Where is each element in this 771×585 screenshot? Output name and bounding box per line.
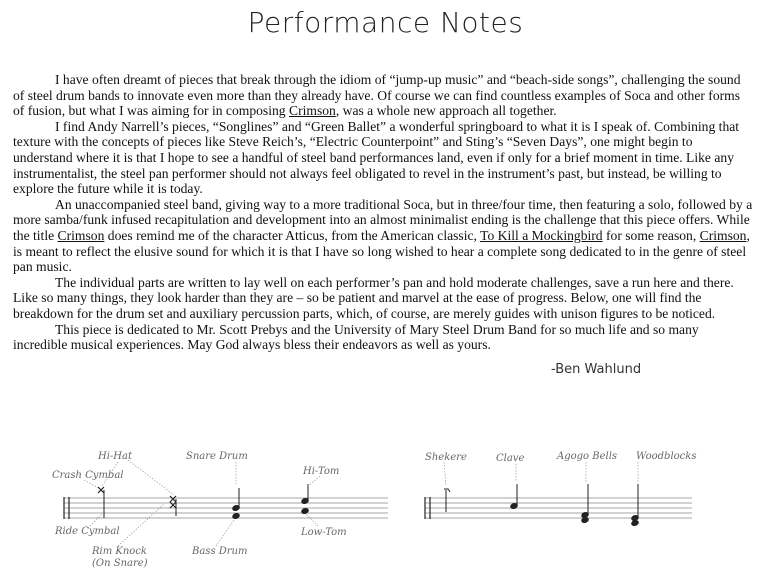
page-title: Performance Notes bbox=[247, 6, 524, 39]
aux-notes bbox=[444, 484, 639, 526]
paragraph-text: An unaccompanied steel band, giving way to a more traditional Soca, but in three/four time, then featuring a solo, followed by a more samba/funk infused recapitulation and development into an almost minimalist ending is the challenge that this piece offers. While the title bbox=[13, 196, 753, 243]
label-low-tom: Low-Tom bbox=[301, 527, 347, 538]
label-woodblocks: Woodblocks bbox=[636, 451, 697, 462]
underlined-title: Crimson bbox=[699, 227, 747, 243]
underlined-title: Crimson bbox=[289, 103, 336, 119]
underlined-title: To Kill a Mockingbird bbox=[480, 227, 603, 243]
percussion-key-notation bbox=[0, 440, 771, 585]
paragraph-text: This piece is dedicated to Mr. Scott Prebys and the University of Mary Steel Drum Band for so much life and so many incredible musical experiences. May God always bless their endeavors as well as yours. bbox=[13, 321, 699, 353]
drumset-staff bbox=[64, 497, 388, 519]
paragraph-text: does remind me of the character Atticus, from the American classic, bbox=[104, 227, 481, 243]
label-rim-knock: Rim Knock bbox=[92, 546, 147, 557]
performance-notes-body bbox=[13, 72, 753, 353]
label-hi-tom: Hi-Tom bbox=[303, 466, 340, 477]
paragraph-text: I find Andy Narrell’s pieces, “Songlines” and “Green Ballet” a wonderful springboard to what it is I speak of. Combining that texture with the concepts of pieces like Steve Reich’s, “Electric Counterpoint” and Sting’s “Seven Days”, one might begin to understand where it is that I hope to see a handful of steel band performances land, even if only for a brief moment in time. Like any instrumentalist, the steel pan performer should not always feel obligated to revel in the instrument’s past, but instead, be willing to explore the future while it is today. bbox=[13, 118, 740, 197]
paragraph-1 bbox=[13, 72, 753, 119]
paragraph-5 bbox=[13, 322, 753, 353]
label-ride-cymbal: Ride Cymbal bbox=[55, 526, 120, 537]
label-agogo-bells: Agogo Bells bbox=[557, 451, 618, 462]
paragraph-2 bbox=[13, 119, 753, 197]
paragraph-text: I have often dreamt of pieces that break through the idiom of “jump-up music” and “beach-side songs”, challenging the sound of steel drum bands to innovate even more than they already have. Of course we can find countless examples of Soca and other forms of fusion, but what I was aiming for in composing bbox=[13, 72, 741, 119]
label-clave: Clave bbox=[496, 453, 525, 464]
paragraph-3 bbox=[13, 197, 753, 275]
label-crash-cymbal: Crash Cymbal bbox=[52, 470, 124, 481]
paragraph-text: The individual parts are written to lay well on each performer’s pan and hold moderate challenges, save a run here and there. Like so many things, they look harder than they are – so be patient and marvel at the ease of progress. Below, one will find the breakdown for the drum set and auxiliary percussion parts, which, of course, are merely guides with unison figures to be noticed. bbox=[13, 274, 734, 321]
paragraph-text: for some reason, bbox=[602, 227, 700, 243]
paragraph-text: , is meant to reflect the elusive sound for which it is that I have so long wished to hear a complete song dedicated to in the genre of steel pan music. bbox=[13, 227, 750, 275]
signature: -Ben Wahlund bbox=[551, 362, 642, 377]
paragraph-4 bbox=[13, 275, 753, 322]
paragraph-text: , was a whole new approach all together. bbox=[335, 103, 557, 119]
aux-leader-lines bbox=[444, 462, 638, 486]
aux-staff bbox=[425, 497, 692, 519]
label-on-snare: (On Snare) bbox=[92, 558, 148, 569]
label-shekere: Shekere bbox=[425, 452, 467, 463]
label-hi-hat: Hi-Hat bbox=[98, 451, 132, 462]
drumset-notes bbox=[98, 484, 309, 519]
label-snare-drum: Snare Drum bbox=[186, 451, 248, 462]
label-bass-drum: Bass Drum bbox=[192, 546, 248, 557]
underlined-title: Crimson bbox=[57, 227, 105, 243]
